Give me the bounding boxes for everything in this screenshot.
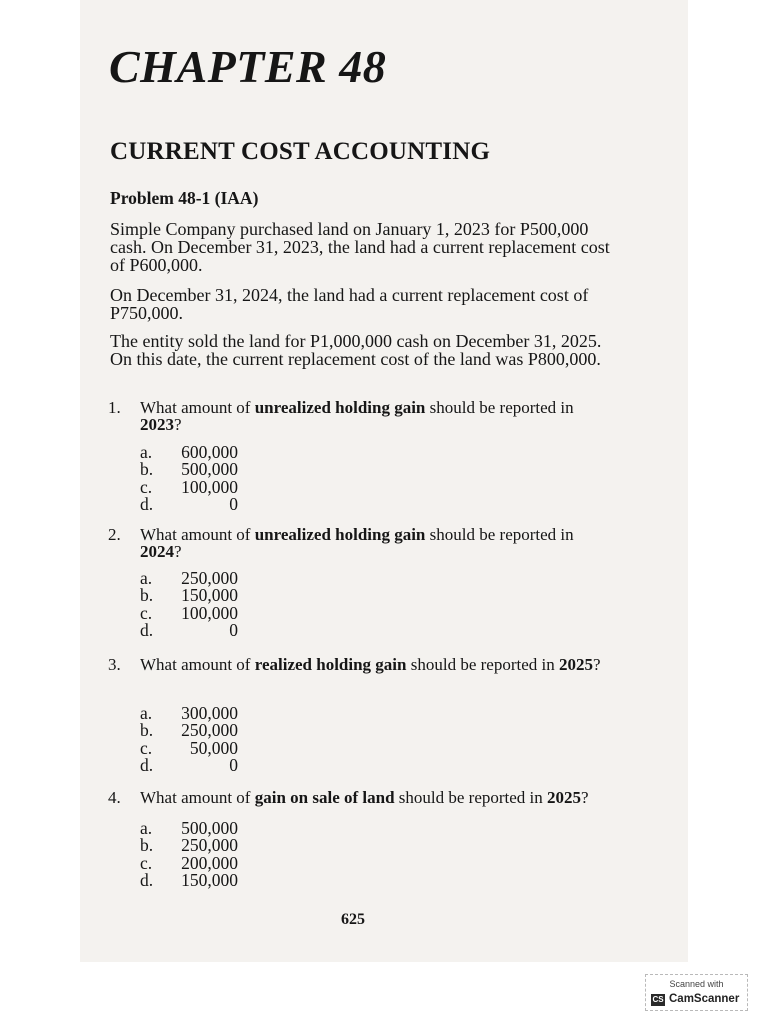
question-text: What amount of unrealized holding gain should be reported in 2024? xyxy=(140,525,574,561)
option: b. 250,000 xyxy=(140,720,238,741)
option: c. 100,000 xyxy=(140,602,238,623)
question-text: What amount of realized holding gain should be reported in 2025? xyxy=(140,655,601,674)
options-list xyxy=(140,820,238,890)
option: c. 200,000 xyxy=(140,852,238,873)
question-text: What amount of gain on sale of land should be reported in 2025? xyxy=(140,788,589,807)
option: b. 250,000 xyxy=(140,835,238,856)
chapter-title: CHAPTER 48 xyxy=(109,41,387,92)
question-number: 4. xyxy=(108,788,121,807)
section-title: CURRENT COST ACCOUNTING xyxy=(110,138,491,165)
option: a. 250,000 xyxy=(140,568,238,588)
badge-brand-name: CamScanner xyxy=(669,993,740,1005)
option: a. 500,000 xyxy=(140,818,238,838)
options-list xyxy=(140,705,238,775)
question-number: 3. xyxy=(108,655,121,674)
paragraph-1: Simple Company purchased land on January 1, 2023 for P500,000 cash. On December 31, 2023, the land had a current replacement cost of P600,000. xyxy=(110,219,610,275)
options-list xyxy=(140,444,238,514)
option: d. 150,000 xyxy=(140,870,238,891)
camscanner-badge xyxy=(645,974,748,1011)
option: d. 0 xyxy=(140,494,238,515)
badge-caption: Scanned with xyxy=(669,979,724,989)
option: c. 100,000 xyxy=(140,476,238,497)
option: a. 300,000 xyxy=(140,703,238,723)
option: b. 150,000 xyxy=(140,585,238,606)
question-number: 1. xyxy=(108,398,121,417)
question-number: 2. xyxy=(108,525,121,544)
option: d. 0 xyxy=(140,620,238,641)
option: b. 500,000 xyxy=(140,459,238,480)
camscanner-logo-icon: CS xyxy=(652,995,664,1004)
question-text: What amount of unrealized holding gain should be reported in 2023? xyxy=(140,398,574,434)
problem-label: Problem 48-1 (IAA) xyxy=(110,188,259,208)
option: d. 0 xyxy=(140,755,238,776)
options-list xyxy=(140,570,238,640)
option: a. 600,000 xyxy=(140,442,238,462)
paragraph-2: On December 31, 2024, the land had a current replacement cost of P750,000. xyxy=(110,285,589,323)
option: c. 50,000 xyxy=(140,737,238,758)
page-number: 625 xyxy=(341,911,365,928)
paragraph-3: The entity sold the land for P1,000,000 cash on December 31, 2025. On this date, the current replacement cost of the land was P800,000. xyxy=(110,331,602,369)
